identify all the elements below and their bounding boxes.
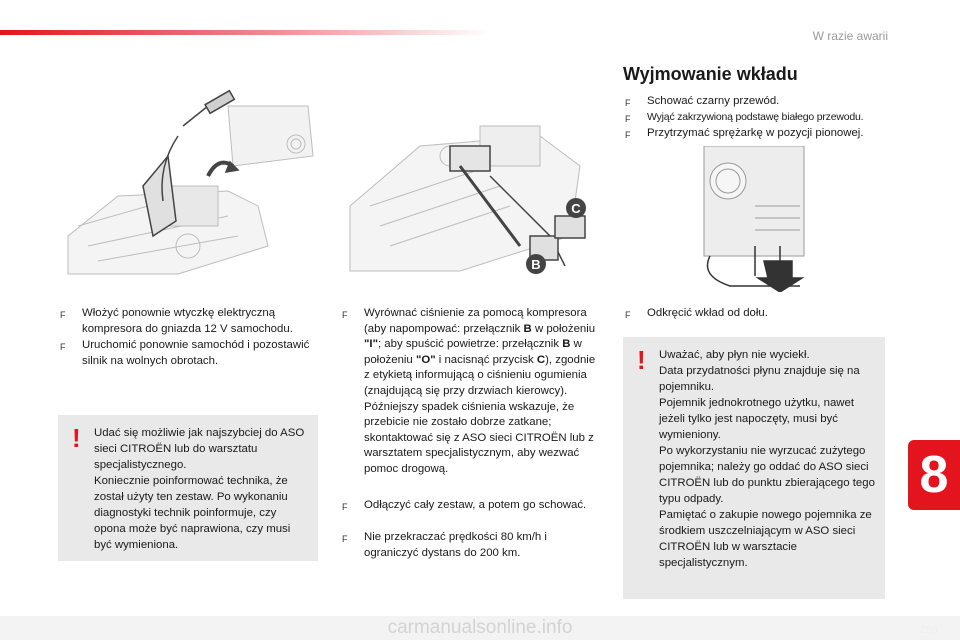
section-heading: Wyjmowanie wkładu [623,64,798,84]
cartridge-removal-illustration [700,146,810,292]
col3-bullet-3: F Przytrzymać sprężarkę w pozycji pionowej. [623,126,893,142]
bullet-glyph: F [625,114,631,124]
label-b: B [531,257,541,272]
bullet-glyph: F [342,310,348,320]
bullet-glyph: F [342,534,348,544]
bullet-glyph: F [342,502,348,512]
bullet-glyph: F [60,310,66,320]
cartridge-removal-drawing [700,146,810,292]
col3-bullet-1: F Schować czarny przewód. [623,94,893,110]
label-c: C [571,201,581,216]
warning-line: Po wykorzystaniu nie wyrzucać zużytego pojemnika; należy go oddać do ASO sieci CITROËN lub do punktu zbierającego tego typu odpady. [659,445,875,505]
watermark: carmanualsonline.info [0,616,960,640]
chapter-tab: 8 [908,440,960,510]
warning-line: Udać się możliwie jak najszybciej do ASO sieci CITROËN lub do warsztatu specjalistycznego. [94,427,305,471]
bullet-glyph: F [625,130,631,140]
col2-bullet-2: F Odłączyć cały zestaw, a potem go schować. [340,498,602,514]
warning-line: Pojemnik jednokrotnego użytku, nawet jeżeli tylko jest napoczęty, musi być wymieniony. [659,397,855,441]
compressor-switch-illustration [340,86,602,276]
compressor-plug-illustration [58,86,320,276]
col3-bullet-2: F Wyjąć zakrzywioną podstawę białego przewodu. [623,110,893,126]
bullet-glyph: F [625,310,631,320]
warning-line: Uważać, aby płyn nie wyciekł. [659,349,810,361]
col1-bullet-1: F Włożyć ponownie wtyczkę elektryczną kompresora do gniazda 12 V samochodu. [60,307,293,335]
col2-bullet-1: F Wyrównać ciśnienie za pomocą kompresora (aby napompować: przełącznik B w położeniu "I"; aby spuścić powietrze: przełącznik B w położeniu "O" i nacisnąć przycisk C), zgodnie z etykietą informującą o ciśnieniu ogumienia (znajdującą się przy drzwiach kierowcy). Późniejszy spadek ciśnienia wskazuje, że przebicie nie zostało dobrze zatkane; skontaktować się z ASO sieci CITROËN lub z warsztatem specjalistycznym, aby wezwać pomoc drogową. [342,307,596,475]
col3-warning-box [623,337,885,599]
col1-warning-box [58,415,318,561]
bullet-glyph: F [60,342,66,352]
warning-icon: ! [72,423,81,453]
col3-bullet-4: F Odkręcić wkład od dołu. [623,306,893,322]
section-title: W razie awarii [812,29,888,43]
warning-icon: ! [637,345,646,375]
col2-bullet-3: F Nie przekraczać prędkości 80 km/h i ograniczyć dystans do 200 km. [342,531,547,559]
warning-line: Data przydatności płynu znajduje się na pojemniku. [659,365,860,393]
compressor-plug-drawing [58,86,320,276]
warning-line: Koniecznie poinformować technika, że został użyty ten zestaw. Po wykonaniu diagnostyki technik poinformuje, czy opona może być naprawiona, czy musi być wymieniona. [94,475,291,551]
header-accent-bar [0,30,490,35]
bullet-glyph: F [625,98,631,108]
warning-line: Pamiętać o zakupie nowego pojemnika ze środkiem uszczelniającym w ASO sieci CITROËN lub w warsztacie specjalistycznym. [659,509,872,569]
col1-bullet-2: F Uruchomić ponownie samochód i pozostawić silnik na wolnych obrotach. [60,339,310,367]
compressor-switch-drawing [340,86,602,276]
